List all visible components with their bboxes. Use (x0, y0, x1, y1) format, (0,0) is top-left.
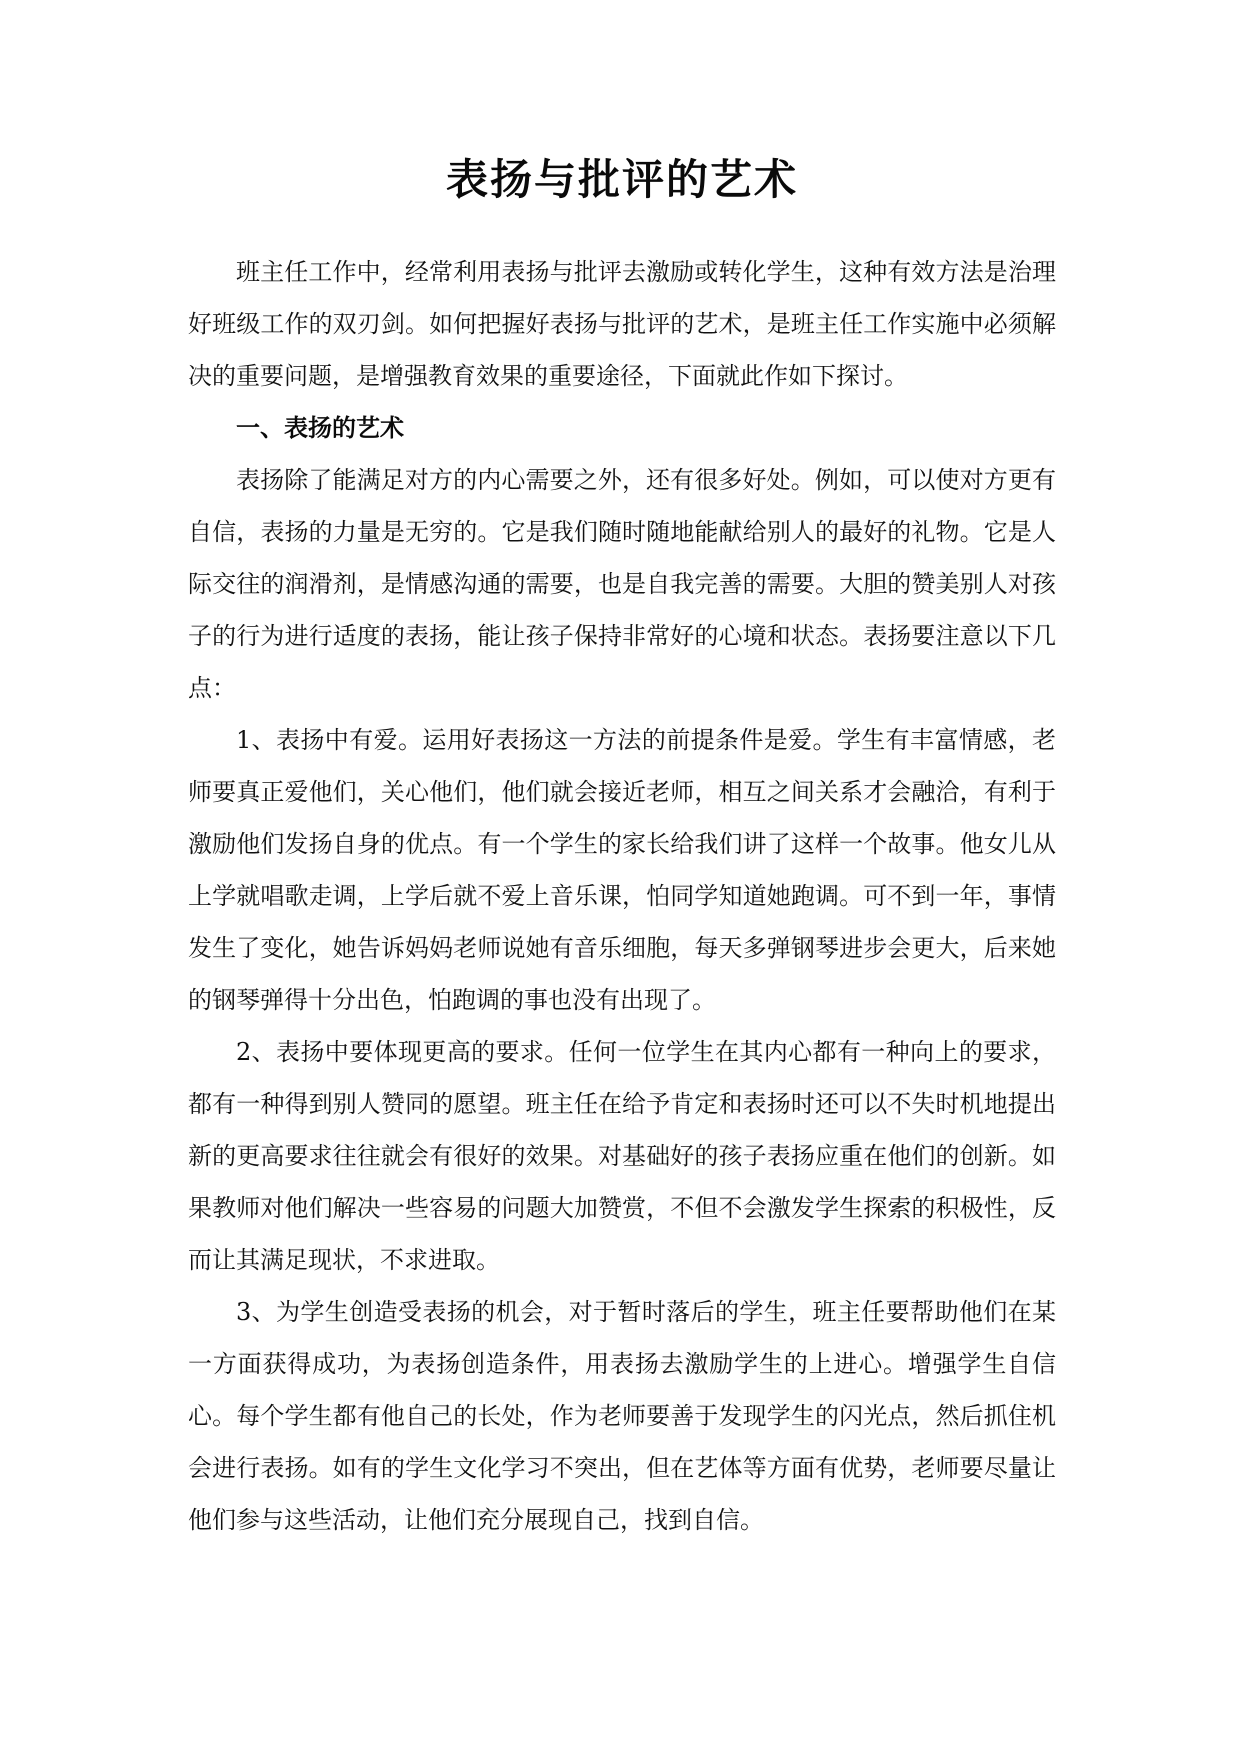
point-1-paragraph: 1、表扬中有爱。运用好表扬这一方法的前提条件是爱。学生有丰富情感，老师要真正爱他们，关心他们，他们就会接近老师，相互之间关系才会融洽，有利于激励他们发扬自身的优点。有一个学生的家长给我们讲了这样一个故事。他女儿从上学就唱歌走调，上学后就不爱上音乐课，怕同学知道她跑调。可不到一年，事情发生了变化，她告诉妈妈老师说她有音乐细胞，每天多弹钢琴进步会更大，后来她的钢琴弹得十分出色，怕跑调的事也没有出现了。 (188, 726, 1056, 1014)
praise-intro-paragraph: 表扬除了能满足对方的内心需要之外，还有很多好处。例如，可以使对方更有自信，表扬的力量是无穷的。它是我们随时随地能献给别人的最好的礼物。它是人际交往的润滑剂，是情感沟通的需要，也是自我完善的需要。大胆的赞美别人对孩子的行为进行适度的表扬，能让孩子保持非常好的心境和状态。表扬要注意以下几点： (188, 466, 1056, 702)
point-2-paragraph: 2、表扬中要体现更高的要求。任何一位学生在其内心都有一种向上的要求，都有一种得到别人赞同的愿望。班主任在给予肯定和表扬时还可以不失时机地提出新的更高要求往往就会有很好的效果。对基础好的孩子表扬应重在他们的创新。如果教师对他们解决一些容易的问题大加赞赏，不但不会激发学生探索的积极性，反而让其满足现状，不求进取。 (188, 1038, 1056, 1274)
point-3-paragraph: 3、为学生创造受表扬的机会，对于暂时落后的学生，班主任要帮助他们在某一方面获得成功，为表扬创造条件，用表扬去激励学生的上进心。增强学生自信心。每个学生都有他自己的长处，作为老师要善于发现学生的闪光点，然后抓住机会进行表扬。如有的学生文化学习不突出，但在艺体等方面有优势，老师要尽量让他们参与这些活动，让他们充分展现自己，找到自信。 (188, 1298, 1056, 1534)
section-heading-praise: 一、表扬的艺术 (236, 414, 404, 442)
intro-paragraph: 班主任工作中，经常利用表扬与批评去激励或转化学生，这种有效方法是治理好班级工作的双刃剑。如何把握好表扬与批评的艺术，是班主任工作实施中必须解决的重要问题，是增强教育效果的重要途径，下面就此作如下探讨。 (188, 258, 1056, 390)
document-title: 表扬与批评的艺术 (445, 155, 798, 204)
document-body (188, 148, 1056, 1546)
